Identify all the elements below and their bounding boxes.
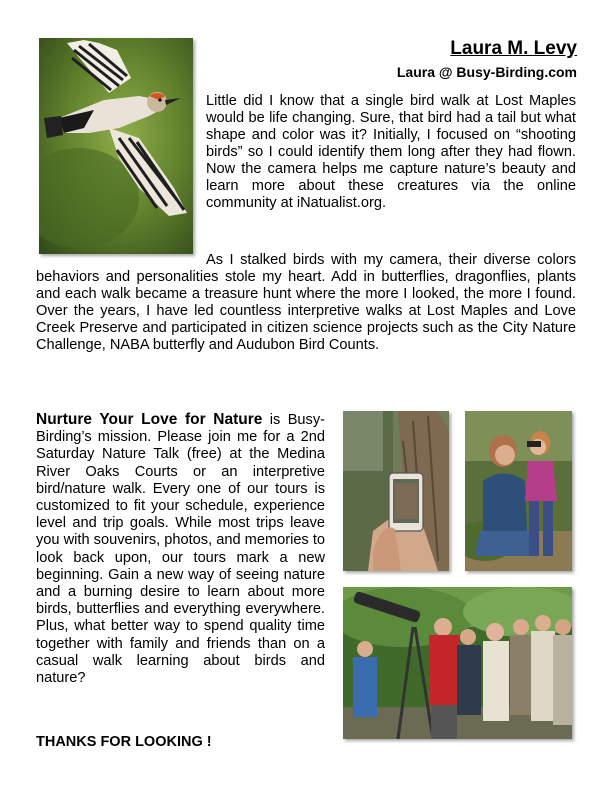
binoculars-children-photo xyxy=(465,411,572,571)
mission-body: is Busy-Birding’s mission. Please join me for a 2nd Saturday Nature Talk (free) at the Medina River Oaks Courts or an interpretive bird/nature walk. Every one of our tours is customized to fit your schedule, experience level and trip goals. While most trips leave you with souvenirs, photos, and memories to look back upon, our tours mark a new beginning. Gain a new way of seeing nature and a burning desire to learn about more birds, butterflies and everything everywhere. Plus, what better way to spend quality time together with family and friends than on a casual walk learning about birds and nature? xyxy=(36,412,326,687)
intro-paragraph-1: Little did I know that a single bird walk at Lost Maples would be life changing. Sure, that bird had a tail but what shape and color was it? Initially, I focused on “shooting birds” so I could identify them long after they had flown. Now the camera helps me capture nature’s beauty and learn more about these creatures via the online community at iNatualist.org. xyxy=(206,93,576,211)
birding-group-photo xyxy=(343,587,572,739)
author-website: Laura @ Busy-Birding.com xyxy=(396,64,577,80)
bird-in-flight-photo xyxy=(39,38,193,254)
closing-text: THANKS FOR LOOKING ! xyxy=(36,734,212,750)
mission-paragraph xyxy=(36,411,325,687)
author-name: Laura M. Levy xyxy=(450,38,577,59)
phone-camera-photo xyxy=(343,411,449,571)
mission-heading: Nurture Your Love for Nature xyxy=(36,411,263,428)
intro-paragraph-2: As I stalked birds with my camera, their diverse colors behaviors and personalities stole my heart. Add in butterflies, dragonflies, plants and each walk became a treasure hunt where the more I looked, the more I found. Over the years, I have led countless interpretive walks at Lost Maples and Love Creek Preserve and participated in citizen science projects such as the City Nature Challenge, NABA butterfly and Audubon Bird Counts. xyxy=(36,252,576,353)
